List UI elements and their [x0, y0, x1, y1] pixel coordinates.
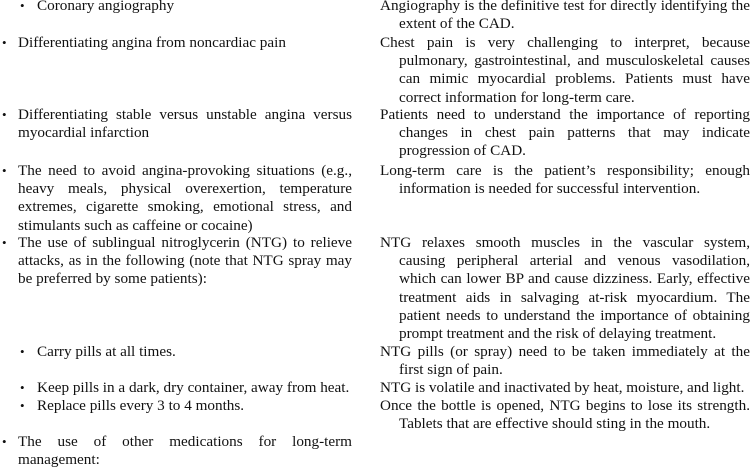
bullet: • — [20, 344, 25, 359]
bullet: • — [20, 0, 25, 13]
bullet: • — [2, 163, 7, 178]
rationale-text: Chest pain is very challenging to interpret, because pulmonary, gastrointestinal, and musculoskeletal causes can mimic myocardial problems. Patients must have correct information for long-term care. — [380, 34, 750, 106]
bullet: • — [20, 398, 25, 413]
intervention-text: Differentiating stable versus unstable angina versus myocardial infarction — [18, 106, 352, 142]
rationale-text: Patients need to understand the importance of reporting changes in chest pain patterns that may indicate progression of CAD. — [380, 106, 750, 160]
bullet: • — [2, 235, 7, 250]
rationale-text: Once the bottle is opened, NTG begins to lose its strength. Tablets that are effective should sting in the mouth. — [380, 397, 750, 433]
bullet: • — [2, 107, 7, 122]
intervention-text: Keep pills in a dark, dry container, away from heat. — [37, 379, 350, 396]
intervention-text: Carry pills at all times. — [37, 343, 176, 360]
rationale-text: NTG relaxes smooth muscles in the vascular system, causing peripheral arterial and venous vasodilation, which can lower BP and cause dizziness. Early, effective treatment aids in salvaging at-risk myocardium. The patient needs to understand the importance of obtaining prompt treatment and the risk of delaying treatment. — [380, 234, 750, 343]
rationale-text: NTG pills (or spray) need to be taken immediately at the first sign of pain. — [380, 343, 750, 379]
intervention-text: The use of other medications for long-term management: — [18, 433, 352, 469]
intervention-text: Coronary angiography — [37, 0, 175, 14]
rationale-text: Long-term care is the patient’s responsibility; enough information is needed for successful intervention. — [380, 162, 750, 198]
intervention-text: Replace pills every 3 to 4 months. — [37, 397, 245, 414]
intervention-text: The need to avoid angina-provoking situations (e.g., heavy meals, physical overexertion, temperature extremes, cigarette smoking, emotional stress, and stimulants such as caffeine or cocaine) — [18, 162, 352, 234]
rationale-text: NTG is volatile and inactivated by heat, moisture, and light. — [380, 379, 745, 396]
bullet: • — [2, 434, 7, 449]
intervention-text: The use of sublingual nitroglycerin (NTG) to relieve attacks, as in the following (note that NTG spray may be preferred by some patients): — [18, 234, 352, 288]
bullet: • — [2, 35, 7, 50]
bullet: • — [20, 380, 25, 395]
rationale-text: Angiography is the definitive test for directly identifying the extent of the CAD. — [380, 0, 750, 33]
intervention-text: Differentiating angina from noncardiac pain — [18, 34, 286, 51]
